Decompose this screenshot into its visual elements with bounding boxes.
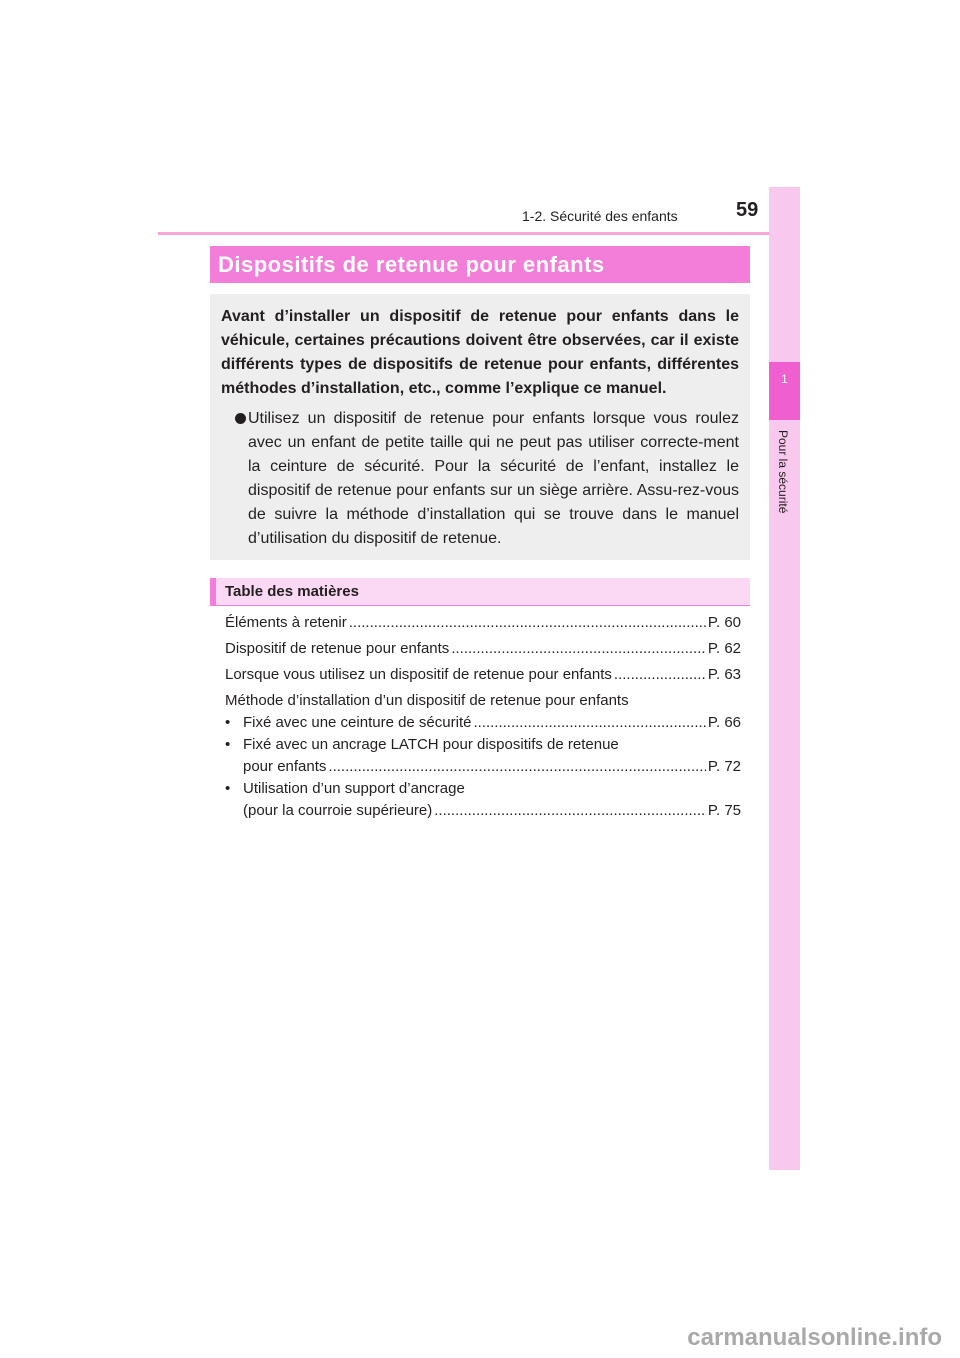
chapter-heading: 1-2. Sécurité des enfants: [522, 208, 678, 224]
toc-leader: [614, 664, 706, 686]
table-of-contents: [225, 612, 741, 822]
toc-entry-label: Éléments à retenir: [225, 614, 347, 631]
page-number: 59: [736, 199, 759, 221]
toc-leader: [349, 612, 706, 634]
section-title: Dispositifs de retenue pour enfants: [210, 246, 750, 283]
watermark: carmanualsonline.info: [687, 1324, 942, 1351]
toc-entry-label: Dispositif de retenue pour enfants: [225, 640, 450, 657]
toc-leader: [434, 800, 706, 822]
side-tab: [769, 187, 800, 1170]
toc-entry-page: P. 63: [707, 666, 741, 683]
toc-entry-label: Lorsque vous utilisez un dispositif de retenue pour enfants: [225, 666, 612, 683]
toc-leader: [473, 712, 705, 734]
toc-entry-latch[interactable]: [225, 756, 741, 778]
bullet-dot-icon: [235, 413, 246, 424]
side-tab-active-marker: [769, 362, 800, 420]
toc-entry-support-line1: [225, 778, 741, 800]
toc-entry-label-text: Fixé avec un ancrage LATCH pour dispositifs de retenue: [243, 736, 619, 753]
toc-entry-elements-a-retenir[interactable]: [225, 612, 741, 634]
toc-entry-label-text: Fixé avec une ceinture de sécurité: [243, 714, 472, 731]
toc-leader: [328, 756, 706, 778]
bullet-icon: •: [225, 714, 231, 731]
toc-entry-label: [225, 712, 472, 734]
toc-entry-ceinture-de-securite[interactable]: [225, 712, 741, 734]
toc-entry-label: (pour la courroie supérieure): [243, 802, 433, 819]
toc-entry-dispositif-de-retenue[interactable]: [225, 638, 741, 660]
intro-text: Avant d’installer un dispositif de retenue pour enfants dans le véhicule, certaines précautions doivent être observées, car il existe différents types de dispositifs de retenue pour enfants, différentes méthodes d’installation, etc., comme l’explique ce manuel.: [221, 308, 739, 397]
intro-bullet-text: Utilisez un dispositif de retenue pour enfants lorsque vous roulez avec un enfant de petite taille qui ne peut pas utiliser correcte-ment la ceinture de sécurité. Pour la sécurité de l’enfant, installez le dispositif de retenue pour enfants sur un siège arrière. Assu-rez-vous de suivre la méthode d’installation qui se trouve dans le manuel d’utilisation du dispositif de retenue.: [248, 410, 739, 547]
toc-entry-support-ancrage[interactable]: [225, 800, 741, 822]
toc-entry-page: P. 72: [707, 758, 741, 775]
toc-entry-page: P. 75: [707, 802, 741, 819]
toc-group-title: Méthode d’installation d’un dispositif de retenue pour enfants: [225, 692, 629, 709]
toc-entry-page: P. 60: [707, 614, 741, 631]
header-divider: [158, 232, 800, 235]
side-tab-label: Pour la sécurité: [776, 430, 790, 514]
bullet-icon: •: [225, 780, 231, 797]
toc-heading: Table des matières: [210, 578, 750, 606]
toc-entry-label-text: Utilisation d’un support d’ancrage: [243, 780, 465, 797]
intro-bullet: [221, 407, 739, 551]
bullet-icon: •: [225, 736, 231, 753]
side-tab-number: 1: [781, 372, 788, 386]
toc-entry-page: P. 66: [707, 714, 741, 731]
toc-entry-lorsque-vous-utilisez[interactable]: [225, 664, 741, 686]
toc-leader: [451, 638, 706, 660]
intro-box: [210, 294, 750, 560]
toc-entry-page: P. 62: [707, 640, 741, 657]
toc-entry-latch-line1: [225, 734, 741, 756]
toc-entry-label: pour enfants: [243, 758, 327, 775]
